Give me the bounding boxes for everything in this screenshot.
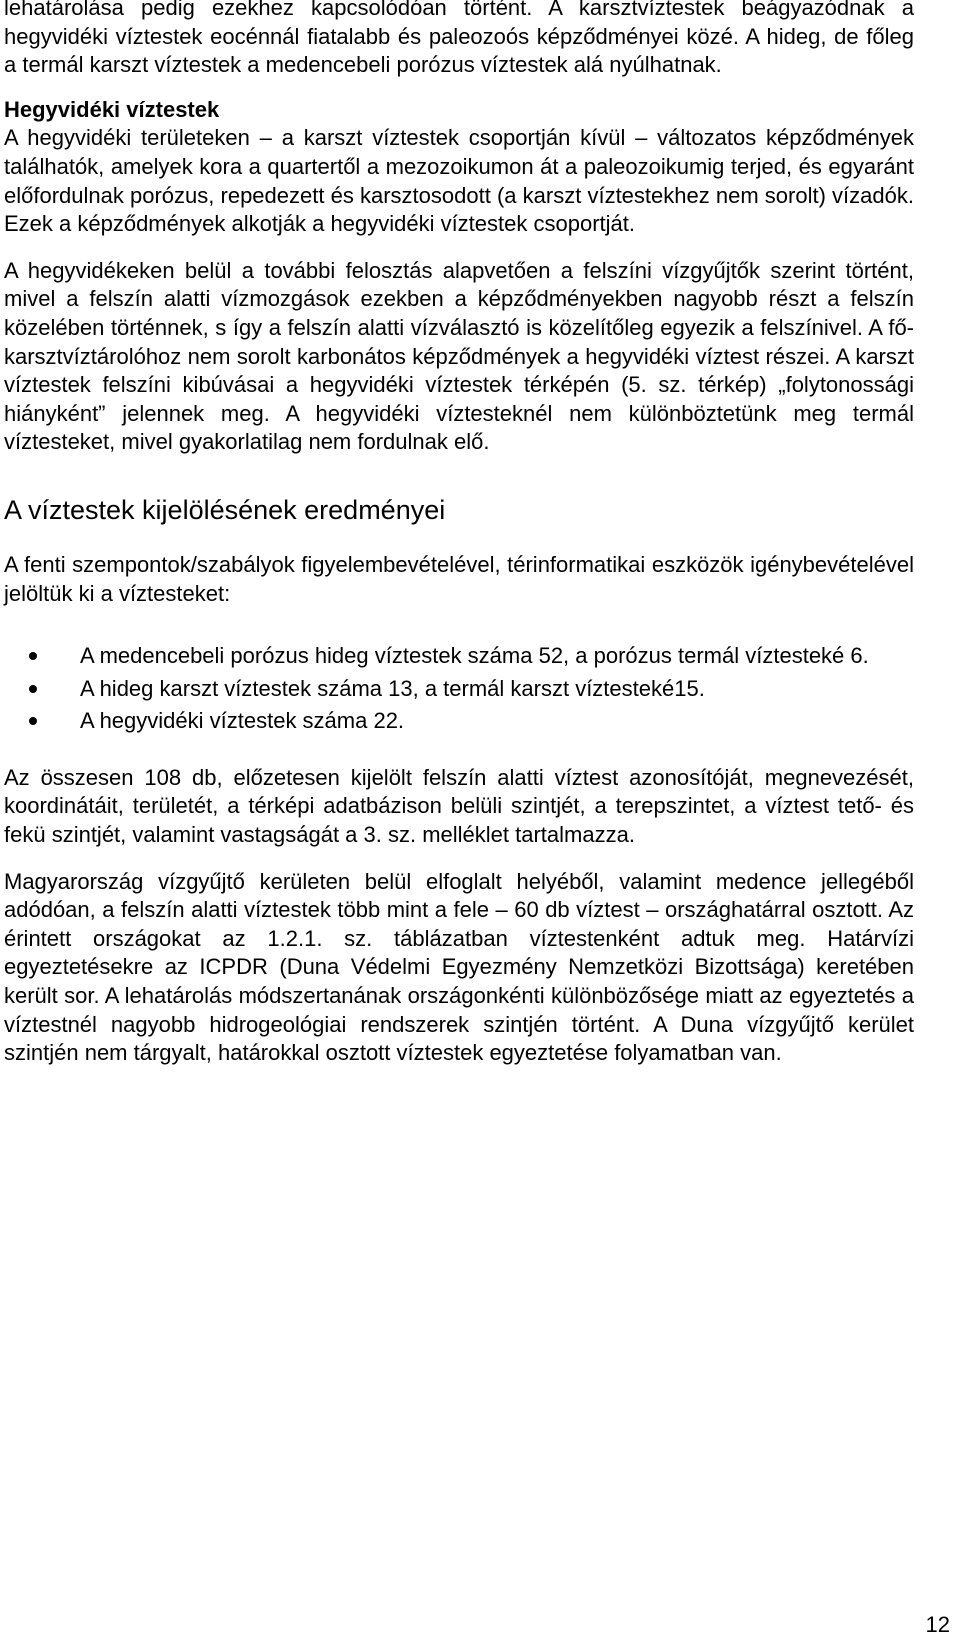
list-item [4, 675, 914, 704]
bullet-icon [29, 652, 37, 660]
results-bullet-list [4, 642, 914, 736]
results-paragraph-3: Magyarország vízgyűjtő kerületen belül elfoglalt helyéből, valamint medence jellegéből adódóan, a felszín alatti víztestek több mint a fele – 60 db víztest – országhatárral osztott. Az érintett országokat az 1.2.1. sz. táblázatban víztestenként adtuk meg. Határvízi egyeztetésekre az ICPDR (Duna Védelmi Egyezmény Nemzetközi Bizottsága) keretében került sor. A lehatárolás módszertanának országonkénti különbözősége miatt az egyeztetés a víztestnél nagyobb hidrogeológiai rendszerek szintjén történt. A Duna vízgyűjtő kerület szintjén nem tárgyalt, határokkal osztott víztestek egyeztetése folyamatban van. [4, 868, 914, 1066]
hegyvideki-paragraph-2: A hegyvidékeken belül a további felosztás alapvetően a felszíni vízgyűjtők szerint történt, mivel a felszín alatti vízmozgások ezekben a képződményekben nagyobb részt a felszín közelében történnek, s így a felszín alatti vízválasztó is közelítőleg egyezik a felszínivel. A fő-karsztvíztárolóhoz nem sorolt karbonátos képződmények a hegyvidéki víztest részei. A karszt víztestek felszíni kibúvásai a hegyvidéki víztestek térképén (5. sz. térkép) „folytonossági hiányként” jelennek meg. A hegyvidéki víztesteknél nem különböztetünk meg termál víztesteket, mivel gyakorlatilag nem fordulnak elő. [4, 257, 914, 455]
section-results [4, 493, 914, 1068]
intro-paragraph: lehatárolása pedig ezekhez kapcsolódóan történt. A karsztvíztestek beágyazódnak a hegyvidéki víztestek eocénnál fiatalabb és paleozoós képződményei közé. A hideg, de főleg a termál karszt víztestek a medencebeli porózus víztestek alá nyúlhatnak. [4, 0, 914, 78]
results-paragraph-1: A fenti szempontok/szabályok figyelembevételével, térinformatikai eszközök igénybevételével jelöltük ki a víztesteket: [4, 551, 914, 606]
bullet-icon [29, 717, 37, 725]
list-item [4, 707, 914, 736]
list-item-text: A hegyvidéki víztestek száma 22. [80, 708, 405, 734]
page-number: 12 [925, 1612, 950, 1637]
hegyvideki-paragraph-1: A hegyvidéki területeken – a karszt víztestek csoportján kívül – változatos képződmények találhatók, amelyek kora a quartertől a mezozoikumon át a paleozoikumig terjed, és egyaránt előfordulnak porózus, repedezett és karsztosodott (a karszt víztestekhez nem sorolt) vízadók. Ezek a képződmények alkotják a hegyvidéki víztestek csoportját. [4, 125, 914, 237]
section-title-results: A víztestek kijelölésének eredményei [4, 494, 446, 525]
results-paragraph-2: Az összesen 108 db, előzetesen kijelölt felszín alatti víztest azonosítóját, megnevezését, koordinátáit, területét, a térképi adatbázison belüli szintjét, a terepszintet, a víztest tető- és fekü szintjét, valamint vastagságát a 3. sz. melléklet tartalmazza. [4, 764, 914, 848]
list-item-text: A medencebeli porózus hideg víztestek száma 52, a porózus termál víztesteké 6. [80, 643, 869, 669]
section-title-hegyvideki: Hegyvidéki víztestek [4, 96, 220, 122]
bullet-icon [29, 685, 37, 693]
document-content [4, 0, 914, 1068]
section-hegyvideki [4, 96, 914, 457]
list-item [4, 642, 914, 671]
list-item-text: A hideg karszt víztestek száma 13, a termál karszt víztesteké15. [80, 675, 705, 701]
